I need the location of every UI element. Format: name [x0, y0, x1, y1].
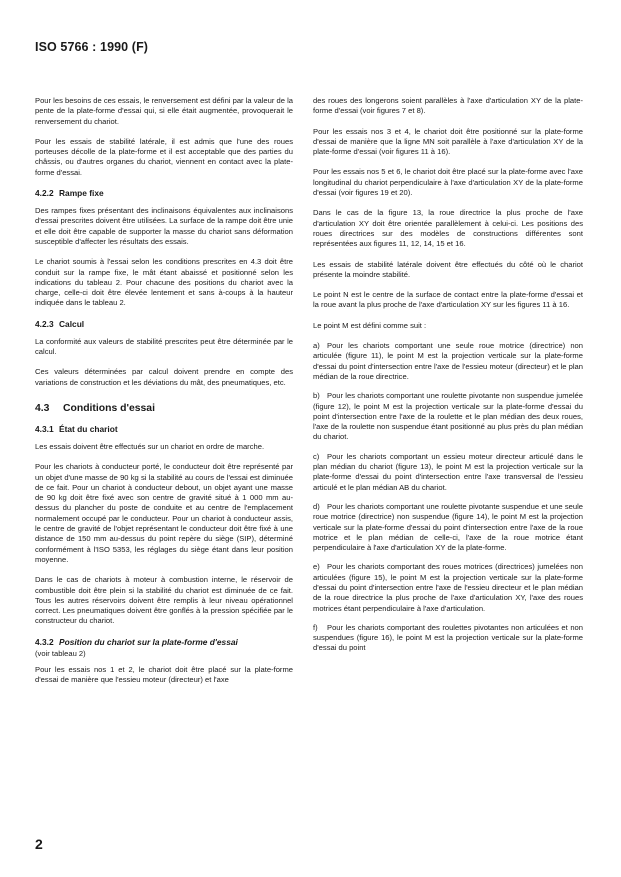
list-item [313, 452, 583, 493]
page-header: ISO 5766 : 1990 (F) [35, 40, 149, 54]
paragraph: Le chariot soumis à l'essai selon les conditions prescrites en 4.3 doit être conduit sur la rampe fixe, le mât étant abaissé et positionné selon les indications du tableau 2. Pour chacune des positions du chariot avec la charge, celle-ci doit être élevée lentement et sans à-coups à la hauteur indiquée dans le tableau 2. [35, 257, 293, 308]
list-item [313, 391, 583, 442]
paragraph: Pour les essais nos 5 et 6, le chariot doit être placé sur la plate-forme avec l'axe longitudinal du chariot perpendiculaire à l'axe d'articulation XY de la plate-forme d'essai (voir figures 19 et 20). [313, 167, 583, 198]
section-number: 4.2.2 [35, 188, 54, 199]
page-number: 2 [35, 836, 43, 852]
paragraph: Dans le cas de chariots à moteur à combustion interne, le réservoir de combustible doit être plein si la stabilité du chariot est diminuée de ce fait. Tous les autres réservoirs doivent être remplis à leur niveau opérationnel correct. Les pneumatiques doivent être gonflés à la pression spécifiée par le constructeur du chariot. [35, 575, 293, 626]
list-item-label: b) [313, 391, 320, 401]
section-number: 4.3.2 [35, 636, 54, 647]
section-number: 4.2.3 [35, 318, 54, 329]
list-item [313, 341, 583, 382]
paragraph: Pour les essais nos 3 et 4, le chariot doit être positionné sur la plate-forme d'essai de manière que la ligne MN soit parallèle à l'axe d'articulation XY de la plate-forme d'essai (voir figures 11 à 16). [313, 126, 583, 157]
section-heading-4-2-3 [35, 319, 293, 330]
left-column [35, 96, 293, 695]
section-title: Calcul [59, 318, 85, 329]
paragraph: La conformité aux valeurs de stabilité prescrites peut être déterminée par le calcul. [35, 336, 293, 357]
paragraph: Pour les essais nos 1 et 2, le chariot doit être placé sur la plate-forme d'essai de manière que l'essieu moteur (directeur) et l'axe [35, 664, 293, 684]
section-title: Rampe fixe [59, 188, 104, 199]
paragraph: Pour les besoins de ces essais, le renversement est défini par la valeur de la pente de la plate-forme d'essai qui, si elle était augmentée, provoquerait le renversement du chariot. [35, 96, 293, 126]
list-item-text: Pour les chariots comportant des roulettes pivotantes non articulées et non suspendues (figure 16), le point M est la projection verticale sur la plate-forme d'essai du point [313, 622, 583, 653]
section-subtitle: (voir tableau 2) [35, 648, 86, 658]
paragraph: Pour les chariots à conducteur porté, le conducteur doit être représenté par un objet d'une masse de 90 kg si la stabilité au cours de l'essai est diminuée de ce fait. Pour un chariot à conducteur debout, un objet ayant une masse de 90 kg doit être fixé avec son centre de gravité situé à 1 000 mm au-dessus du plancher du poste de conduite et au centre de l'emplacement normalement occupé par le conducteur. Pour un chariot à conducteur assis, le centre de gravité de l'objet représentant le conducteur doit être fixé à une distance de 150 mm au-dessus du point repère du siège (SIP), déterminé conformément à l'ISO 5353, les réglages du siège étant dans leur position moyenne. [35, 462, 293, 564]
section-title: État du chariot [59, 423, 118, 434]
section-title: Position du chariot sur la plate-forme d'essai [59, 636, 238, 647]
section-heading-4-3 [35, 402, 293, 415]
list-item-text: Pour les chariots comportant des roues motrices (directrices) jumelées non articulées (figure 15), le point M est la projection verticale sur la plate-forme d'essai du point d'intersection entre l'axe de l'essieu directeur et le plan médian de la roue directrice la plus proche de l'axe d'articulation XY, l'axe des roues motrices étant perpendiculaire à l'axe d'articulation. [313, 562, 583, 613]
section-number: 4.3 [35, 402, 50, 414]
list-item-text: Pour les chariots comportant un essieu moteur directeur articulé dans le plan médian du chariot (figure 13), le point M est la projection verticale sur la plate-forme d'essai du point d'intersection entre l'axe transversal de l'essieu articulé et le plan médian AB du chariot. [313, 451, 583, 492]
paragraph: Pour les essais de stabilité latérale, il est admis que l'une des roues porteuses décolle de la plate-forme et il est acceptable que des parties du châssis, ou d'autres organes du chariot, viennent en contact avec la plate-forme d'essai. [35, 136, 293, 177]
section-heading-4-2-2 [35, 188, 293, 199]
list-item-text: Pour les chariots comportant une seule roue motrice (directrice) non articulée (figure 11), le point M est la projection verticale sur la plate-forme d'essai du point d'intersection entre l'axe de l'essieu moteur (directeur) et le plan médian de la roue directrice. [313, 341, 583, 381]
list-item [313, 562, 583, 613]
section-heading-4-3-1 [35, 424, 293, 435]
list-item-label: e) [313, 562, 320, 572]
list-item-label: c) [313, 451, 320, 461]
list-item-text: Pour les chariots comportant une roulette pivotante suspendue et une seule roue motrice (directrice) non suspendue (figure 14), le point M est la projection verticale sur la plate-forme d'essai du point d'intersection entre l'axe de la roue motrice et le plan médian de celle-ci, l'axe de la roue motrice étant perpendiculaire à l'axe d'articulation XY de la plate-forme. [313, 501, 583, 553]
paragraph: Le point N est le centre de la surface de contact entre la plate-forme d'essai et la roue avant la plus proche de l'axe d'articulation XY sur les figures 11 à 16. [313, 290, 583, 310]
section-title: Conditions d'essai [63, 402, 155, 414]
list-item [313, 623, 583, 654]
paragraph: Dans le cas de la figure 13, la roue directrice la plus proche de l'axe d'articulation XY doit être orientée parallèlement à celui-ci. Les positions des roues directrices sur des modèles de constructions différentes sont représentées aux figures 11, 12, 14, 15 et 16. [313, 208, 583, 249]
list-item [313, 502, 583, 553]
paragraph: Les essais doivent être effectués sur un chariot en ordre de marche. [35, 441, 265, 451]
right-column [313, 96, 583, 663]
section-heading-4-3-2 [35, 637, 293, 659]
paragraph: Les essais de stabilité latérale doivent être effectués du côté où le chariot présente la moindre stabilité. [313, 259, 583, 279]
list-item-text: Pour les chariots comportant une roulette pivotante non suspendue jumelée (figure 12), le point M est la projection verticale sur la plate-forme d'essai du point d'intersection entre l'axe de la roulette et le plan médian des deux roues, l'axe de la roulette non suspendue étant positionné au plus près du plan médian du chariot. [313, 391, 583, 442]
list-item-label: a) [313, 341, 320, 351]
section-number: 4.3.1 [35, 423, 54, 434]
paragraph: Des rampes fixes présentant des inclinaisons équivalentes aux inclinaisons d'essai prescrites doivent être utilisées. La surface de la rampe doit être unie et elle doit être capable de supporter la masse du chariot sans déformation susceptible d'affecter les résultats des essais. [35, 206, 293, 246]
paragraph: des roues des longerons soient parallèles à l'axe d'articulation XY de la plate-forme d'essai (voir figures 7 et 8). [313, 96, 583, 116]
paragraph: Le point M est défini comme suit : [313, 320, 427, 330]
list-item-label: d) [313, 501, 320, 511]
list-item-label: f) [313, 622, 318, 632]
paragraph: Ces valeurs déterminées par calcul doivent prendre en compte des variations de construction et les déviations du mât, des pneumatiques, etc. [35, 367, 293, 387]
